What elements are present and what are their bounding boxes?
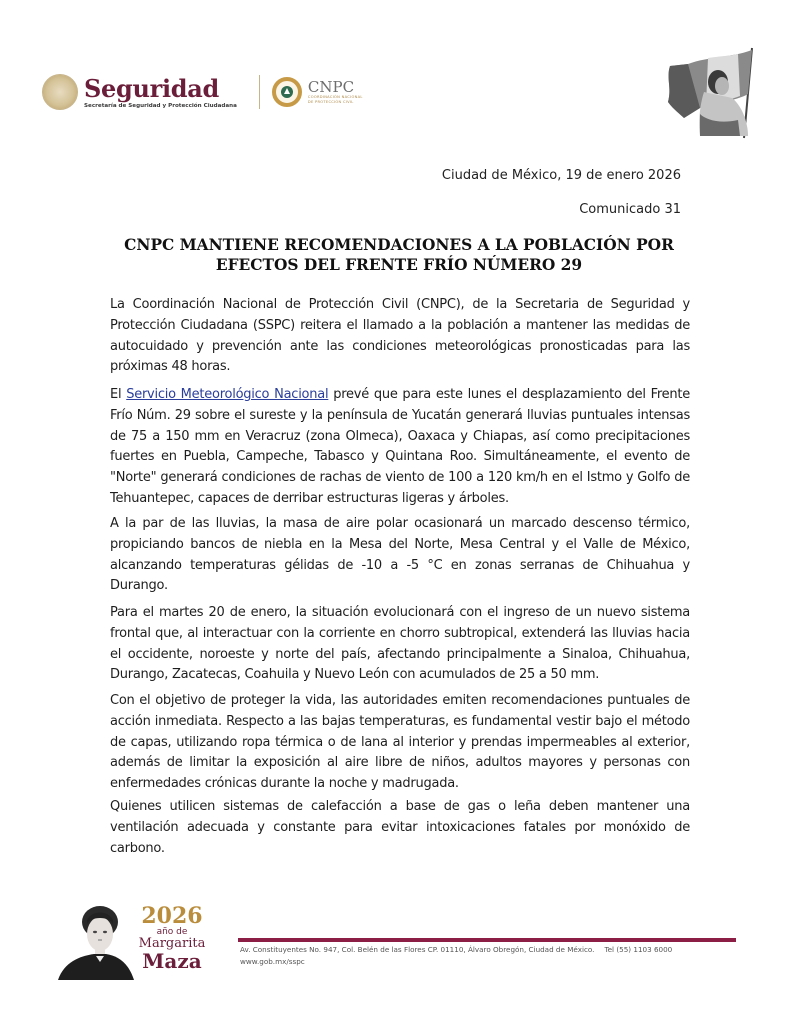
margarita-maza-portrait (54, 900, 136, 980)
cnpc-seal-icon (272, 77, 302, 107)
year-logo-of: año de (156, 927, 188, 937)
smn-link[interactable]: Servicio Meteorológico Nacional (126, 387, 329, 402)
paragraph-forecast-body: prevé que para este lunes el desplazamiento del Frente Frío Núm. 29 sobre el sureste y la península de Yucatán generará lluvias puntuales intensas de 75 a 150 mm en Veracruz (zona Olmeca), Oaxaca y Chiapas, así como precipitaciones fuertes en Puebla, Campeche, Tabasco y Quintana Roo. Simultáneamente, el evento de "Norte" generará condiciones de rachas de viento de 100 a 120 km/h en el Istmo y Golfo de Tehuantepec, capaces de derribar estructuras ligeras y árboles. (110, 387, 691, 506)
seguridad-logo (84, 73, 237, 109)
paragraph-recommendations: Con el objetivo de proteger la vida, las autoridades emiten recomendaciones puntuales de acción inmediata. Respecto a las bajas temperaturas, es fundamental vestir bajo el método de capas, utilizando ropa térmica o de lana al interior y prendas impermeables al exterior, además de limitar la exposición al aire libre de niños, adultos mayores y personas con enfermedades crónicas durante la noche y madrugada. (110, 693, 690, 792)
cnpc-logo-subtitle-1: COORDINACIÓN NACIONAL (307, 95, 363, 99)
footer-address-line (240, 945, 672, 954)
year-logo-name-2: Maza (142, 949, 202, 973)
year-logo-year: 2026 (141, 903, 203, 929)
paragraph-intro: La Coordinación Nacional de Protección Civil (CNPC), de la Secretaria de Seguridad y Protección Ciudadana (SSPC) reitera el llamado a la población a mantener las medidas de autocuidado y prevención ante las condiciones meteorológicas pronosticadas para las próximas 48 horas. (110, 297, 690, 375)
paragraph-forecast (110, 385, 690, 510)
footer-address: Av. Constituyentes No. 947, Col. Belén de las Flores CP. 01110, Álvaro Obregón, Ciudad de México. (240, 945, 595, 954)
seguridad-logo-subtitle: Secretaría de Seguridad y Protección Ciudadana (84, 102, 237, 109)
title-line-2: EFECTOS DEL FRENTE FRÍO NÚMERO 29 (215, 256, 583, 274)
footer-divider (238, 938, 736, 942)
paragraph-heating-warning: Quienes utilicen sistemas de calefacción a base de gas o leña deben mantener una ventilación adecuada y constante para evitar intoxicaciones fatales por monóxido de carbono. (110, 799, 690, 856)
logo-divider (259, 75, 260, 109)
year-logo (136, 905, 208, 971)
footer-phone: Tel (55) 1103 6000 (604, 945, 673, 954)
seguridad-logo-title: Seguridad (84, 73, 220, 103)
cnpc-logo-subtitle-2: DE PROTECCIÓN CIVIL (307, 100, 354, 104)
heroine-flag-illustration (660, 44, 778, 140)
footer-website[interactable]: www.gob.mx/sspc (240, 957, 305, 966)
place-date: Ciudad de México, 19 de enero 2026 (441, 168, 681, 183)
cnpc-logo (308, 79, 363, 105)
header-logos (42, 72, 363, 112)
paragraph-forecast-prefix: El (110, 387, 127, 402)
year-logo-name-1: Margarita (138, 936, 206, 951)
cnpc-logo-title: CNPC (307, 78, 355, 96)
national-seal-icon (42, 74, 78, 110)
press-release-title (100, 235, 698, 275)
title-line-1: CNPC MANTIENE RECOMENDACIONES A LA POBLACIÓN POR (124, 236, 674, 254)
paragraph-temperature: A la par de las lluvias, la masa de aire polar ocasionará un marcado descenso térmico, propiciando bancos de niebla en la Mesa del Norte, Mesa Central y el Valle de México, alcanzando temperaturas gélidas de -10 a -5 °C en zonas serranas de Chihuahua y Durango. (110, 516, 690, 594)
paragraph-new-front: Para el martes 20 de enero, la situación evolucionará con el ingreso de un nuevo sistema frontal que, al interactuar con la corriente en chorro subtropical, extenderá las lluvias hacia el occidente, noroeste y norte del país, afectando principalmente a Sinaloa, Chihuahua, Durango, Zacatecas, Coahuila y Nuevo León con acumulados de 25 a 50 mm. (110, 605, 690, 683)
communique-number: Comunicado 31 (579, 202, 681, 217)
